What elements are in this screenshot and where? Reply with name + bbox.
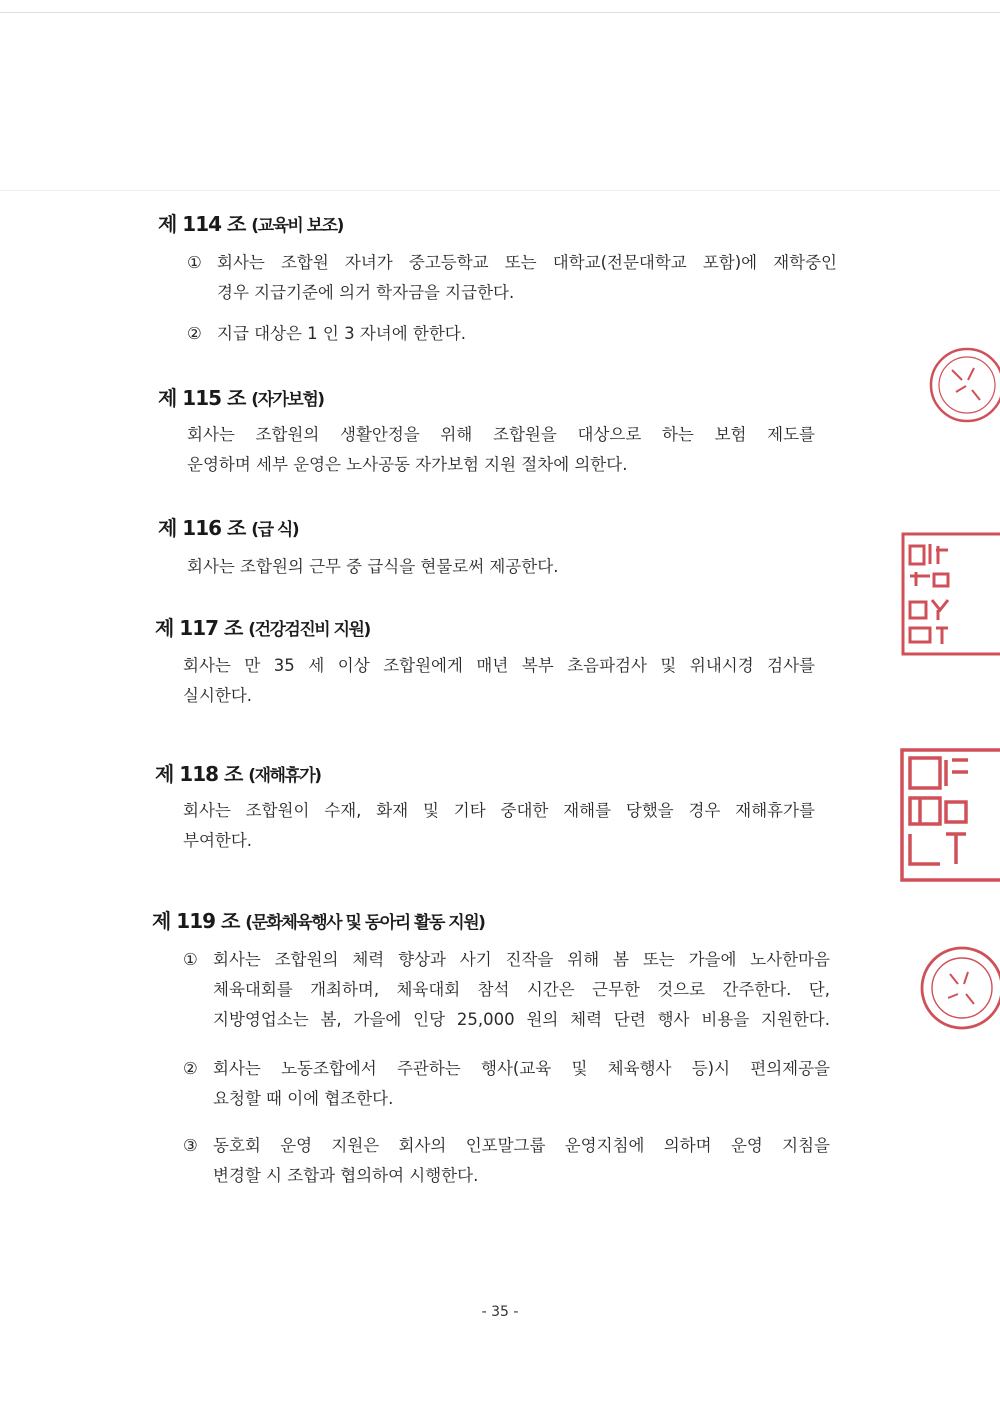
article-114-item-1: ① 회사는 조합원 자녀가 중고등학교 또는 대학교(전문대학교 포함)에 재학중인 경우 지급기준에 의거 학자금을 지급한다. [187,248,847,310]
article-119-item-2: ② 회사는 노동조합에서 주관하는 행사(교육 및 체육행사 등)시 편의제공을 요청할 때 이에 협조한다. [183,1054,833,1116]
seal-stamp-round-bottom [912,940,1000,1036]
article-117-line-1: 회사는 만 35 세 이상 조합원에게 매년 복부 초음파검사 및 위내시경 검사를 [183,656,815,675]
article-119-item-1-line-3: 지방영업소는 봄, 가을에 인당 25,000 원의 체력 단련 행사 비용을 지원한다. [213,1010,830,1029]
article-119-item-1-line-1: 회사는 조합원의 체력 향상과 사기 진작을 위해 봄 또는 가을에 노사한마음 [213,950,830,969]
article-116-body [187,552,815,582]
article-119-item-1-line-2: 체육대회를 개최하며, 체육대회 참석 시간은 근무한 것으로 간주한다. 단, [213,980,830,999]
article-114-item-1-line-2: 경우 지급기준에 의거 학자금을 지급한다. [217,283,515,302]
article-114-item-2-line-1: 지급 대상은 1 인 3 자녀에 한한다. [217,324,466,343]
article-119-item-3-line-1: 동호회 운영 지원은 회사의 인포말그룹 운영지침에 의하며 운영 지침을 [213,1136,830,1155]
article-115-line-2: 운영하며 세부 운영은 노사공동 자가보험 지원 절차에 의한다. [187,455,628,474]
article-118-body [183,796,815,856]
article-119-item-2-line-1: 회사는 노동조합에서 주관하는 행사(교육 및 체육행사 등)시 편의제공을 [213,1059,830,1078]
article-115-body [187,420,815,480]
page-top-rule [0,12,1000,13]
article-119-heading: 제 119 조 (문화체육행사 및 동아리 활동 지원) [152,909,485,933]
article-118-heading: 제 118 조 (재해휴가) [155,762,321,786]
article-119-item-3-line-2: 변경할 시 조합과 협의하여 시행한다. [213,1166,479,1185]
article-115-heading: 제 115 조 (자가보험) [158,386,324,410]
article-119-item-2-line-2: 요청할 때 이에 협조한다. [213,1089,394,1108]
article-114-item-2: ② 지급 대상은 1 인 3 자녀에 한한다. [187,319,847,351]
article-116-heading: 제 116 조 (급 식) [158,516,299,540]
article-119-item-1: ① 회사는 조합원의 체력 향상과 사기 진작을 위해 봄 또는 가을에 노사한마음 체육대회를 개최하며, 체육대회 참석 시간은 근무한 것으로 간주한다. 단, 지방영업소는 봄, 가을에 인당 25,000 원의 체력 단련 행사 비용을 지원한다. [183,945,833,1037]
article-116-line-1: 회사는 조합원의 근무 중 급식을 현물로써 제공한다. [187,557,559,576]
article-117-body [183,651,815,711]
seal-stamp-square-lower [896,742,1000,886]
seal-stamp-square-middle [898,528,1000,660]
article-119-item-3: ③ 동호회 운영 지원은 회사의 인포말그룹 운영지침에 의하며 운영 지침을 변경할 시 조합과 협의하여 시행한다. [183,1131,833,1193]
article-117-heading: 제 117 조 (건강검진비 지원) [155,616,370,640]
article-114-item-1-line-1: 회사는 조합원 자녀가 중고등학교 또는 대학교(전문대학교 포함)에 재학중인 [217,253,837,272]
article-114-heading: 제 114 조 (교육비 보조) [158,212,343,236]
page-number: - 35 - [481,1304,519,1320]
article-118-line-2: 부여한다. [183,831,253,850]
seal-stamp-round-top [922,340,1000,430]
article-118-line-1: 회사는 조합원이 수재, 화재 및 기타 중대한 재해를 당했을 경우 재해휴가를 [183,801,815,820]
page-fold-line [0,190,1000,191]
article-115-line-1: 회사는 조합원의 생활안정을 위해 조합원을 대상으로 하는 보험 제도를 [187,425,815,444]
article-117-line-2: 실시한다. [183,686,253,705]
